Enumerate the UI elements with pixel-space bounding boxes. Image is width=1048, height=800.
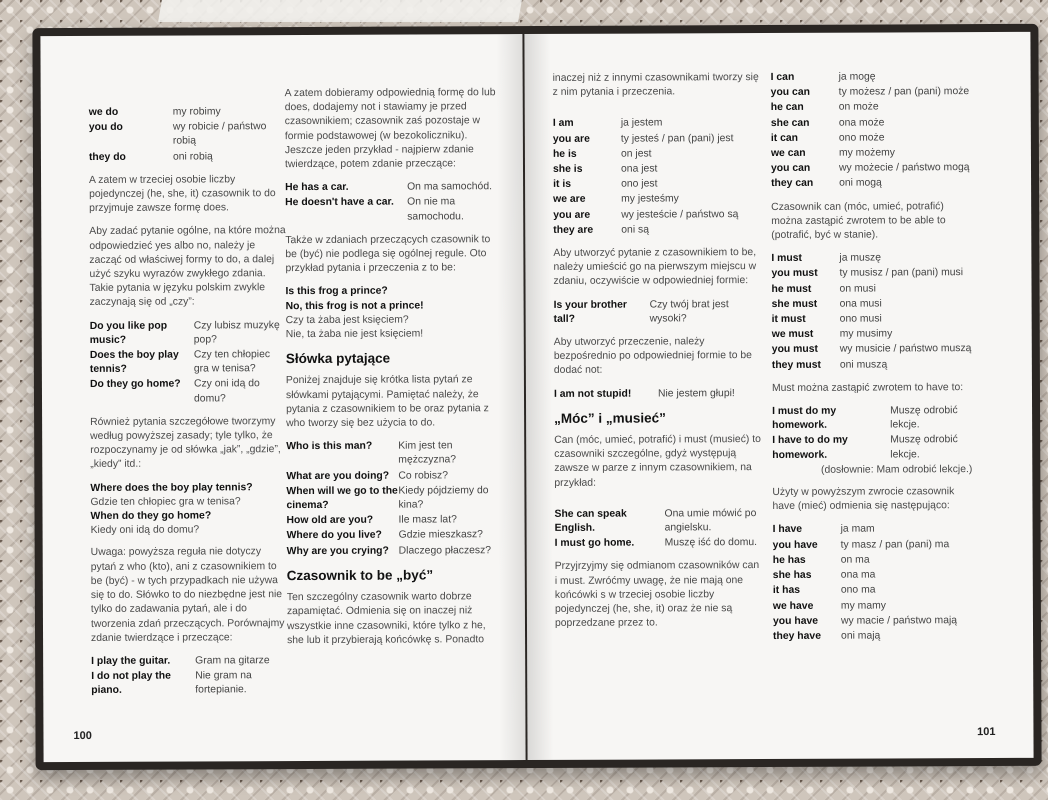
example-row xyxy=(287,544,499,559)
example-row xyxy=(287,513,499,528)
para-note: Uwaga: powyższa reguła nie dotyczy pytań z who (kto), ani z czasownikiem to be (być) - w tych przypadkach nie używa się to do. Słówko to do niezbędne jest nie tylko do zadawania pytań, ale i do tworzenia zdań przeczących. Porównajmy zdanie twierdzące i przeczące: xyxy=(90,546,285,644)
page-number-right: 101 xyxy=(977,726,996,739)
polish-text: on jest xyxy=(620,148,652,160)
polish-text: Czy oni idą do domu? xyxy=(193,378,260,405)
example-row xyxy=(771,116,971,131)
polish-text: ja jestem xyxy=(620,117,663,130)
polish-text: Co robisz? xyxy=(398,470,449,482)
polish-text: ona może xyxy=(838,117,885,129)
example-row xyxy=(286,439,498,468)
example-row xyxy=(771,177,971,192)
english-text: we do xyxy=(88,106,119,118)
english-text: How old are you? xyxy=(286,514,374,527)
english-text: she is xyxy=(552,163,583,175)
polish-text: ono ma xyxy=(840,584,876,596)
english-text: it must xyxy=(771,313,806,326)
right-page xyxy=(524,32,1033,760)
para-intro: A zatem dobieramy odpowiednią formę do lub does, dodajemy not i stawiamy je przed czasownikiem; czasownik zaś pozostaje w formie podstawowej (w bezokoliczniku). Jeszcze jeden przykład - najpierw zdanie twierdzące, potem zdanie przeczące: xyxy=(284,87,496,171)
conj-must-list xyxy=(771,251,972,372)
para-words: Poniżej znajduje się krótka lista pytań ze słówkami pytającymi. Pamiętać należy, że pytania z czasownikiem to be oraz pytania z who tworzy się bez użycia to do. xyxy=(285,374,489,430)
english-text: He doesn't have a car. xyxy=(285,197,394,209)
frog-pl-1: Czy ta żaba jest księciem? xyxy=(285,314,409,326)
english-text: Where do you live? xyxy=(286,530,382,542)
example-row xyxy=(285,196,497,225)
example-row xyxy=(772,434,972,463)
polish-text: Muszę odrobić lekcje. xyxy=(890,434,958,461)
example-row xyxy=(771,70,971,85)
english-text: Where does the boy play tennis? xyxy=(90,481,253,494)
english-text: he must xyxy=(771,283,812,295)
polish-text: Czy ten chłopiec gra w tenisa? xyxy=(193,349,271,375)
polish-text: my jesteśmy xyxy=(621,193,679,206)
polish-text: oni mogą xyxy=(839,177,882,190)
polish-text: ja mam xyxy=(840,524,875,536)
ex-car xyxy=(285,180,497,225)
polish-text: my możemy xyxy=(838,147,895,159)
example-row xyxy=(89,150,287,165)
example-row xyxy=(773,553,973,568)
english-text: they can xyxy=(771,178,814,190)
example-row xyxy=(772,312,972,327)
polish-text: ja muszę xyxy=(839,252,881,264)
para-neg-be: Aby utworzyć przeczenie, należy bezpośrednio po odpowiedniej formie to be dodać not: xyxy=(553,336,752,377)
example-row xyxy=(91,654,289,669)
polish-text: oni są xyxy=(621,224,650,236)
example-row xyxy=(90,319,288,348)
english-text: I do not play the piano. xyxy=(91,670,171,697)
ex-wh xyxy=(286,439,499,559)
conj-can-list xyxy=(771,70,972,191)
para-q-be: Aby utworzyć pytanie z czasownikiem to be, należy umieścić go na pierwszym miejscu w zdaniu, oczywiście w odpowiedniej formie: xyxy=(553,247,757,288)
english-text: he has xyxy=(772,554,806,566)
english-text: they must xyxy=(771,359,821,371)
ex-detailed xyxy=(90,481,288,539)
example-row xyxy=(553,177,761,192)
example-row xyxy=(90,378,288,407)
ex-questions xyxy=(90,319,288,407)
ex-brother xyxy=(554,298,762,327)
example-row xyxy=(553,208,761,223)
example-row xyxy=(553,223,761,238)
para-have: Użyty w powyższym zwrocie czasownik have (mieć) odmienia się następująco: xyxy=(772,486,955,513)
english-text: we are xyxy=(553,194,586,206)
conj-be-list xyxy=(553,116,762,238)
frog-pl-2: Nie, ta żaba nie jest księciem! xyxy=(285,328,424,341)
polish-text: Ile masz lat? xyxy=(398,514,457,526)
english-text: you have xyxy=(772,539,818,551)
ex-home xyxy=(555,536,763,551)
polish-text: On nie ma samochodu. xyxy=(407,196,464,223)
polish-text: on może xyxy=(838,101,879,114)
example-row xyxy=(285,180,497,195)
open-book xyxy=(32,24,1041,770)
conj-have-list xyxy=(773,523,974,644)
english-text: I can xyxy=(770,71,795,83)
page-number-left: 100 xyxy=(73,729,92,743)
polish-text: wy możecie / państwo mogą xyxy=(838,162,970,174)
english-text: you can xyxy=(770,87,810,99)
left-col-1 xyxy=(89,105,290,699)
english-text: Who is this man? xyxy=(286,440,373,453)
polish-text: Kiedy oni idą do domu? xyxy=(90,524,200,537)
english-text: he is xyxy=(552,148,577,160)
english-text: it is xyxy=(553,179,572,191)
left-col-2 xyxy=(285,86,499,657)
example-row xyxy=(553,192,761,207)
polish-text: Muszę odrobić lekcje. xyxy=(890,405,958,431)
polish-text: Gdzie mieszkasz? xyxy=(398,529,483,542)
example-row xyxy=(771,131,971,146)
polish-text: my robimy xyxy=(172,106,221,118)
english-text: Do they go home? xyxy=(89,379,181,391)
para-detailed: Również pytania szczegółowe tworzymy według powyższej zasady; tyle tylko, że rozpoczynamy je od słówka „jak”, „gdzie”, „kiedy” itd.: xyxy=(90,416,281,471)
example-row xyxy=(773,629,973,644)
polish-text: ty jesteś / pan (pani) jest xyxy=(620,132,734,145)
example-row xyxy=(771,251,971,266)
ex-stupid-en: I am not stupid! xyxy=(553,388,632,400)
english-text: you can xyxy=(770,163,811,175)
english-text: they have xyxy=(773,630,822,642)
ex-guitar xyxy=(91,654,289,698)
ex-home-pl: Muszę iść do domu. xyxy=(664,537,758,549)
polish-text: oni muszą xyxy=(839,359,888,371)
conj-we-list xyxy=(89,105,287,165)
polish-text: wy jesteście / państwo są xyxy=(621,208,739,221)
english-text: we have xyxy=(772,600,814,612)
english-text: I am xyxy=(552,118,574,130)
english-text: you must xyxy=(771,268,818,280)
para-have-to: Must można zastąpić zwrotem to have to: xyxy=(771,382,964,394)
ex-brother-en: Is your brother tall? xyxy=(553,299,627,325)
para-third-person: A zatem w trzeciej osobie liczby pojedynczej (he, she, it) czasownik to do przyjmuje zawsze formę does. xyxy=(89,174,276,215)
english-text: I must do my homework. xyxy=(772,405,837,432)
english-text: you must xyxy=(771,344,819,356)
example-row xyxy=(553,162,761,177)
para-look: Przyjrzyjmy się odmianom czasowników can i must. Zwróćmy uwagę, że nie mają one końcówki s w trzeciej osobie liczby pojedynczej (he, she, it) oraz że nie są poprzedzane przez to. xyxy=(554,560,760,630)
example-row xyxy=(89,120,287,149)
polish-text: on ma xyxy=(840,554,870,566)
ex-stupid-pl: Nie jestem głupi! xyxy=(657,387,735,400)
polish-text: ona ma xyxy=(840,569,876,581)
english-text: we can xyxy=(770,147,806,159)
example-row xyxy=(772,282,972,297)
frog-en-2: No, this frog is not a prince! xyxy=(285,300,424,312)
example-row xyxy=(553,132,761,147)
english-text: When do they go home? xyxy=(90,510,212,523)
example-row xyxy=(773,583,973,598)
example-row xyxy=(773,614,973,629)
polish-text: wy musicie / państwo muszą xyxy=(839,343,972,356)
example-row xyxy=(771,101,971,116)
english-text: I have to do my homework. xyxy=(772,435,848,461)
english-text: she can xyxy=(770,117,810,129)
frog-en-1: Is this frog a prince? xyxy=(285,286,388,298)
example-row xyxy=(772,297,972,312)
polish-text: ona jest xyxy=(620,163,658,175)
example-row xyxy=(771,161,971,176)
english-text: you are xyxy=(553,209,591,221)
ex-homework xyxy=(772,404,972,463)
english-text: I play the guitar. xyxy=(91,655,171,667)
english-text: it can xyxy=(770,132,799,144)
polish-text: oni mają xyxy=(841,630,881,642)
polish-text: Gram na gitarze xyxy=(195,655,270,667)
ex-stupid xyxy=(554,387,762,402)
english-text: He has a car. xyxy=(285,182,349,194)
example-row xyxy=(553,116,761,131)
polish-text: ty musisz / pan (pani) musi xyxy=(839,267,964,280)
english-text: you do xyxy=(88,122,123,134)
english-text: they do xyxy=(88,151,126,163)
example-row xyxy=(286,484,498,513)
polish-text: Nie gram na fortepianie. xyxy=(195,670,252,696)
polish-text: Kim jest ten mężczyzna? xyxy=(398,440,457,467)
example-row xyxy=(773,538,973,553)
para-able: Czasownik can (móc, umieć, potrafić) można zastąpić zwrotem to be able to (potrafić, być w stanie). xyxy=(771,200,946,242)
english-text: Do you like pop music? xyxy=(89,320,168,346)
example-row xyxy=(772,404,972,433)
example-row xyxy=(772,358,972,373)
polish-text: ono może xyxy=(838,132,885,144)
polish-text: wy macie / państwo mają xyxy=(840,614,958,627)
polish-text: Kiedy pójdziemy do kina? xyxy=(398,485,489,511)
ex-english xyxy=(554,507,762,536)
ex-brother-pl: Czy twój brat jest wysoki? xyxy=(649,298,729,325)
english-text: When will we go to the cinema? xyxy=(286,485,398,512)
example-row xyxy=(89,105,287,120)
example-row xyxy=(287,529,499,544)
polish-text: ty możesz / pan (pani) może xyxy=(838,86,970,98)
polish-text: ty masz / pan (pani) ma xyxy=(840,538,950,551)
polish-text: my mamy xyxy=(840,599,886,612)
english-text: I have xyxy=(772,524,803,536)
example-row xyxy=(773,523,973,538)
polish-text: On ma samochód. xyxy=(407,181,493,193)
english-text: you have xyxy=(772,615,819,627)
para-special: Ten szczególny czasownik warto dobrze zapamiętać. Odmienia się on inaczej niż wszystkie inne czasowniki, które tylko z he, she lub it przybierają końcówkę s. Ponadto xyxy=(286,591,486,646)
polish-text: oni robią xyxy=(172,151,213,163)
english-text: we must xyxy=(771,329,814,341)
english-text: she has xyxy=(772,569,812,582)
polish-text: Czy lubisz muzykę pop? xyxy=(193,319,280,346)
english-text: he can xyxy=(770,102,804,114)
heading-question-words: Słówka pytające xyxy=(285,350,391,367)
heading-moc-musiec: „Móc” i „musieć” xyxy=(554,410,666,426)
paper-corner xyxy=(158,0,522,22)
homework-note: (dosłownie: Mam odrobić lekcje.) xyxy=(820,463,973,476)
right-col-2 xyxy=(771,70,974,645)
para-tobe: Także w zdaniach przeczących czasownik to be (być) nie podlega się ogólnej regule. Oto przykład pytania i przeczenia z to be: xyxy=(285,234,491,275)
polish-text: ona musi xyxy=(839,298,882,310)
example-row xyxy=(771,146,971,161)
english-text: it has xyxy=(772,585,801,597)
example-row xyxy=(771,267,971,282)
english-text: Why are you crying? xyxy=(286,545,389,557)
english-text: they are xyxy=(553,224,594,236)
english-text: Does the boy play tennis? xyxy=(89,349,179,376)
para-can: Can (móc, umieć, potrafić) i must (musieć) to czasowniki szczególne, gdyż występują zawsze w parze z innym czasownikiem, na przykład: xyxy=(554,434,761,489)
polish-text: wy robicie / państwo robią xyxy=(172,121,267,147)
polish-text: ono jest xyxy=(621,178,658,190)
ex-home-en: I must go home. xyxy=(554,537,635,550)
polish-text: my musimy xyxy=(839,328,893,340)
english-text: I must xyxy=(771,253,803,265)
example-row xyxy=(91,669,289,698)
example-row xyxy=(772,327,972,342)
example-row xyxy=(772,343,972,358)
polish-text: ono musi xyxy=(839,313,882,325)
left-page xyxy=(40,34,525,762)
para-cont: inaczej niż z innymi czasownikami tworzy się z nim pytania i przeczenia. xyxy=(552,72,759,99)
polish-text: Dlaczego płaczesz? xyxy=(398,544,492,557)
english-text: she must xyxy=(771,298,818,310)
example-row xyxy=(286,469,498,484)
example-row xyxy=(773,568,973,583)
example-row xyxy=(553,147,761,162)
english-text: What are you doing? xyxy=(286,470,390,482)
ex-english-en: She can speak English. xyxy=(554,508,627,535)
right-col-1 xyxy=(553,71,763,640)
polish-text: Gdzie ten chłopiec gra w tenisa? xyxy=(90,496,241,508)
ex-english-pl: Ona umie mówić po angielsku. xyxy=(664,507,757,534)
example-row xyxy=(773,599,973,614)
english-text: you are xyxy=(552,133,590,145)
para-question: Aby zadać pytanie ogólne, na które można odpowiedzieć yes albo no, należy je zacząć od właściwej formy to do, a dalej użyć szyku wyrazów zwykłego zdania. Takie pytania w języku polskim zwykle zaczynają się od „czy”: xyxy=(89,225,286,309)
polish-text: ja mogę xyxy=(838,71,876,83)
polish-text: on musi xyxy=(839,283,876,295)
example-row xyxy=(771,85,971,100)
heading-to-be: Czasownik to be „być” xyxy=(286,567,434,583)
example-row xyxy=(90,348,288,377)
